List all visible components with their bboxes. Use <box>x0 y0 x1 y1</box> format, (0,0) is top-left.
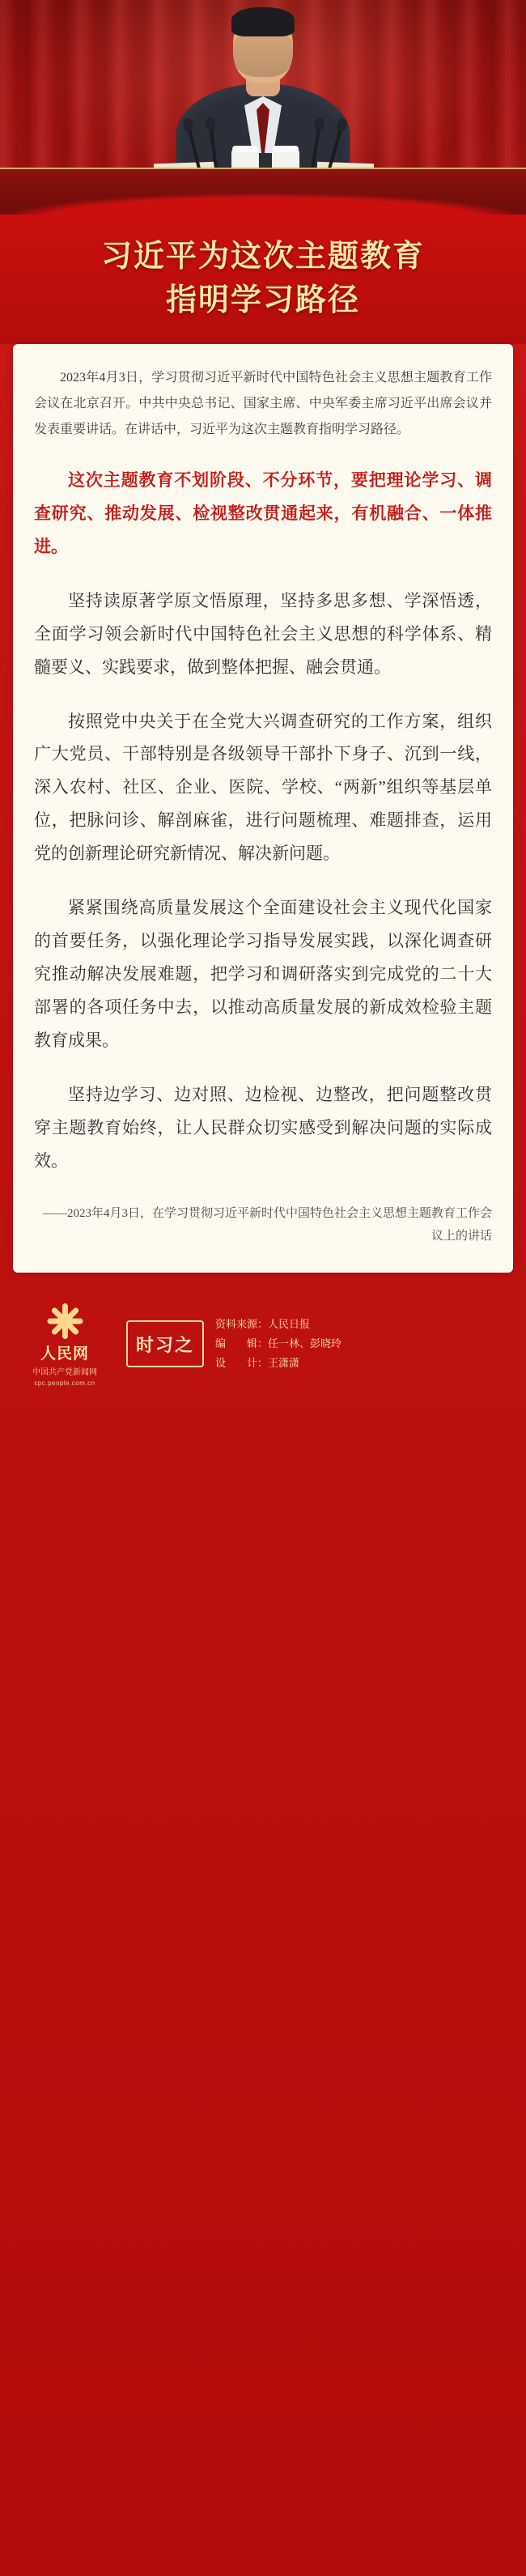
logo-url-text: cpc.people.com.cn <box>34 1379 95 1387</box>
people-cn-logo[interactable] <box>15 1302 115 1387</box>
lede-paragraph: 2023年4月3日，学习贯彻习近平新时代中国特色社会主义思想主题教育工作会议在北京召开。中共中央总书记、国家主席、中央军委主席习近平出席会议并发表重要讲话。在讲话中，习近平为这次主题教育指明学习路径。 <box>34 370 492 436</box>
figure-hair <box>231 7 295 36</box>
body-paragraph-4: 坚持边学习、边对照、边检视、边整改，把问题整改贯穿主题教育始终，让人民群众切实感受到解决问题的实际成效。 <box>34 1084 492 1171</box>
poster-title <box>0 215 526 344</box>
credit-editor: 编 辑：任一林、彭晓玲 <box>215 1337 342 1350</box>
title-line-2: 指明学习路径 <box>165 283 360 317</box>
credits-block <box>215 1315 511 1373</box>
logo-subtitle: 中国共产党新闻网 <box>32 1367 97 1377</box>
footer-bar <box>0 1290 526 1405</box>
column-stamp <box>126 1320 204 1367</box>
credit-source: 资料来源：人民日报 <box>215 1318 311 1331</box>
title-line-1: 习近平为这次主题教育 <box>100 240 425 274</box>
body-paragraph-3: 紧紧围绕高质量发展这个全面建设社会主义现代化国家的首要任务，以强化理论学习指导发展实践，以深化调查研究推动解决发展难题，把学习和调研落实到完成党的二十大部署的各项任务中去，以推动高质量发展的新成效检验主题教育成果。 <box>34 898 492 1050</box>
body-paragraph-2: 按照党中央关于在全党大兴调查研究的工作方案，组织广大党员、干部特别是各级领导干部扑下身子、沉到一线，深入农村、社区、企业、医院、学校、“两新”组织等基层单位，把脉问诊、解剖麻雀，进行问题梳理、难题排查，运用党的创新理论研究新情况、解决新问题。 <box>34 711 492 864</box>
article-card <box>13 344 513 1273</box>
credit-designer: 设 计：王潇潇 <box>215 1357 300 1370</box>
header-photo <box>0 0 526 215</box>
body-paragraph-1: 坚持读原著学原文悟原理，坚持多思多想、学深悟透，全面学习领会新时代中国特色社会主义思想的科学体系、精髓要义、实践要求，做到整体把握、融会贯通。 <box>34 590 492 677</box>
logo-name: 人民网 <box>40 1345 89 1362</box>
stamp-title: 时习之 <box>135 1334 194 1355</box>
highlight-quote: 这次主题教育不划阶段、不分环节，要把理论学习、调查研究、推动发展、检视整改贯通起来，有机融合、一体推进。 <box>34 470 492 556</box>
speaker-figure <box>170 32 356 174</box>
source-note: ——2023年4月3日，在学习贯彻习近平新时代中国特色社会主义思想主题教育工作会议上的讲话 <box>42 1206 492 1243</box>
flower-icon <box>46 1302 83 1339</box>
